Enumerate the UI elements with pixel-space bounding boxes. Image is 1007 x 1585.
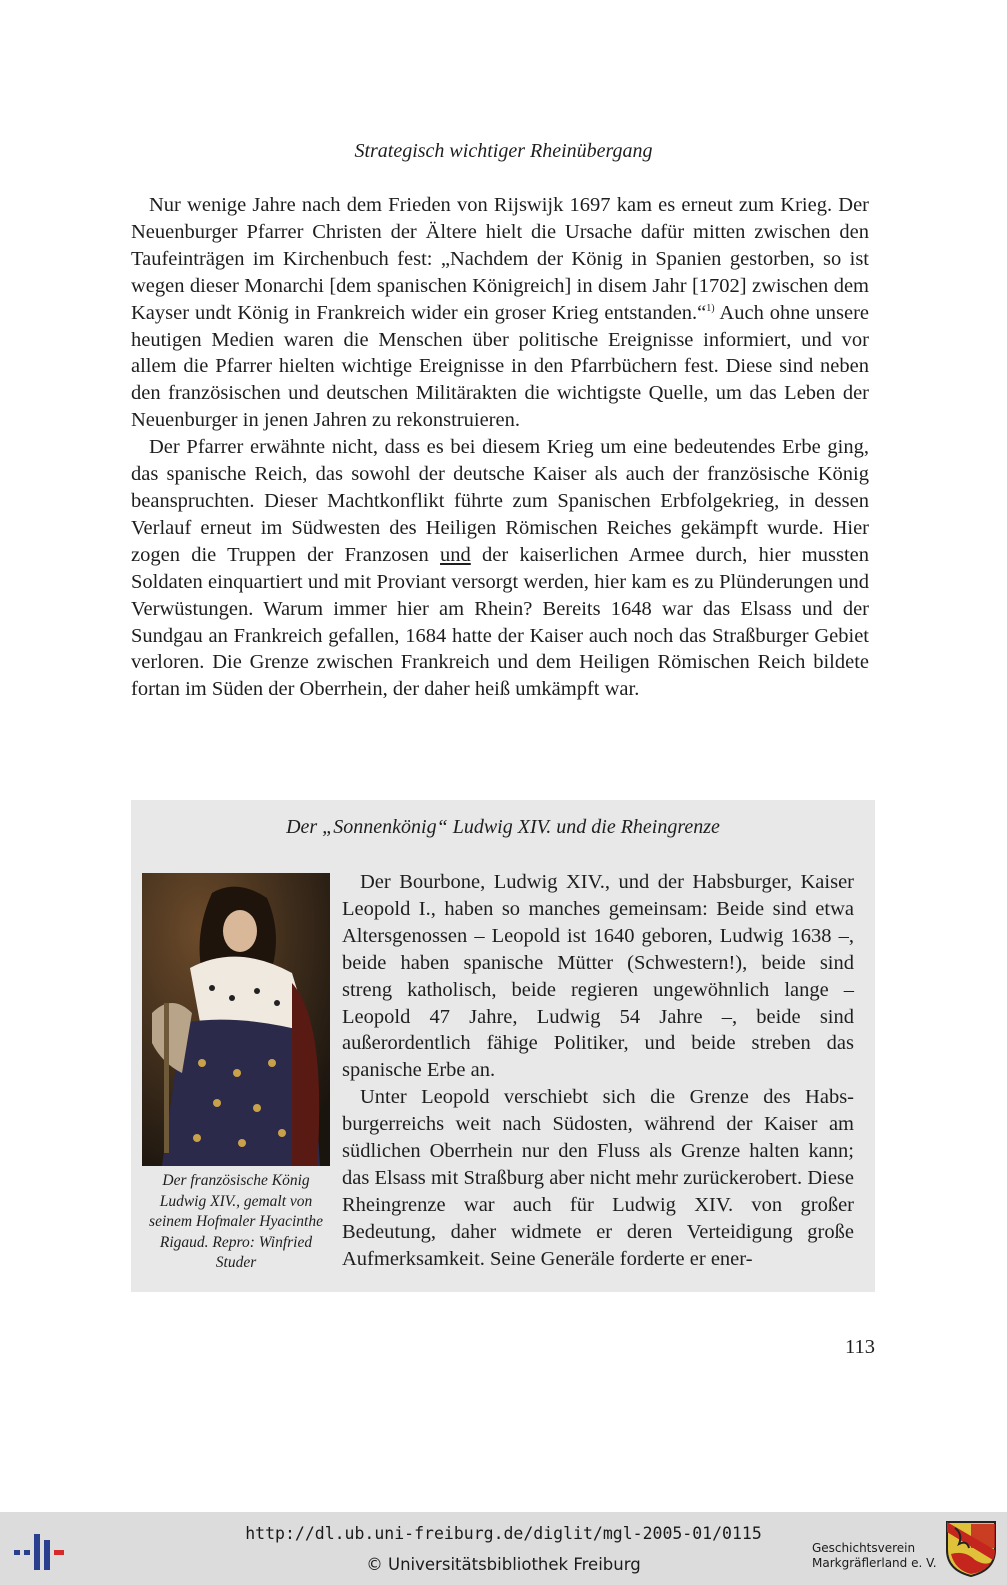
- footer-copyright: © Universitätsbibliothek Freiburg: [366, 1555, 641, 1574]
- footnote-marker[interactable]: 1): [706, 302, 715, 314]
- paragraph-1: [131, 192, 869, 434]
- society-name-line-2: Markgräflerland e. V.: [812, 1556, 937, 1570]
- main-text: [131, 192, 869, 703]
- paragraph-1-text-continued: Auch ohne unsere heutigen Medien waren die Menschen über politische Ereignisse informiert, und vor allem die Pfarrer hielten wichtige Ereignisse in den Pfarrbüchern fest. Diese sind neben den französischen und deutschen Militärakten die wichtigste Quelle, um das Leben der Neuenburger in jenen Jahren zu rekonstruieren.: [131, 301, 870, 432]
- paragraph-2-text: Der Pfarrer erwähnte nicht, dass es bei diesem Krieg um eine bedeutendes Erbe ging, das spanische Reich, das sowohl der deutsche Kaiser als auch der französische König beanspruchten. Dieser Machtkonflikt führte zum Spanischen Erbfolgekrieg, in dessen Verlauf erneut im Südwesten des Heiligen Römischen Reiches gekämpft wurde. Hier zogen die Truppen der Franzosen: [131, 436, 869, 566]
- info-box: [131, 800, 875, 1292]
- running-head: Strategisch wichtiger Rheinübergang: [354, 140, 653, 162]
- portrait-caption: Der französische König Ludwig XIV., gemalt von seinem Hofmaler Hyacinthe Rigaud. Repro: Winfried Studer: [149, 1172, 323, 1271]
- info-box-paragraph-1: Der Bourbone, Ludwig XIV., und der Habsburger, Kaiser Leopold I., haben so manches gemeinsam: Beide sind etwa Altersgenossen – Leopold ist 1640 geboren, Ludwig 1638 –, beide haben spanische Mütter (Schwestern!), beide sind streng katholisch, beide regieren ungewöhnlich lange – Leopold 47 Jahre, Ludwig 54 Jahre –, beide sind außerordentlich fähige Politiker, und beide streben das spanische Erbe an.: [342, 871, 854, 1082]
- society-name: [812, 1541, 937, 1571]
- paragraph-1-text: Nur wenige Jahre nach dem Frieden von Rijswijk 1697 kam es erneut zum Krieg. Der Neuenburger Pfarrer Christen der Ältere hielt die Ursache dafür mitten zwischen den Taufeinträgen im Kirchenbuch fest: „Nachdem der König in Spanien gestorben, so ist wegen dieser Monarchi [dem spanischen Königreich] in disem Jahr [1702] zwischen dem Kayser undt König in Frankreich wider ein groser Krieg entstanden.“: [131, 194, 869, 324]
- info-box-paragraph-2: Unter Leopold verschiebt sich die Grenze des Habsburgerreichs weit nach Südosten, während der Kaiser am südlichen Oberrhein nur den Fluss als Grenze halten kann; das Elsass mit Straßburg aber nicht mehr zurückerobert. Diese Rheingrenze war auch für Ludwig XIV. von großer Bedeutung, daher widmete er deren Verteidigung große Aufmerksamkeit. Seine Generäle forderte er ener-: [342, 1086, 854, 1270]
- footer-bar: [0, 1512, 1007, 1585]
- coat-of-arms-icon: [945, 1520, 997, 1578]
- info-box-text: [342, 869, 854, 1273]
- footer-url-link[interactable]: http://dl.ub.uni-freiburg.de/diglit/mgl-2005-01/0115: [245, 1524, 762, 1543]
- info-box-title: Der „Sonnenkönig“ Ludwig XIV. und die Rheingrenze: [286, 816, 720, 838]
- page-number: 113: [845, 1336, 875, 1358]
- underlined-word: und: [440, 543, 471, 566]
- paragraph-2: [131, 434, 869, 703]
- paragraph-2-text-continued: der kaiserlichen Armee durch, hier mussten Soldaten einquartiert und mit Proviant versorgt werden, hier kam es zu Plünderungen und Verwüstungen. Warum immer hier am Rhein? Bereits 1648 war das Elsass und der Sundgau an Frankreich gefallen, 1684 hatte der Kaiser auch noch das Straßburger Gebiet verloren. Die Grenze zwischen Frankreich und dem Heiligen Römischen Reich bildete fortan im Süden der Oberrhein, der daher heiß umkämpft war.: [131, 543, 869, 701]
- society-name-line-1: Geschichtsverein: [812, 1541, 916, 1555]
- portrait-image: [142, 873, 330, 1166]
